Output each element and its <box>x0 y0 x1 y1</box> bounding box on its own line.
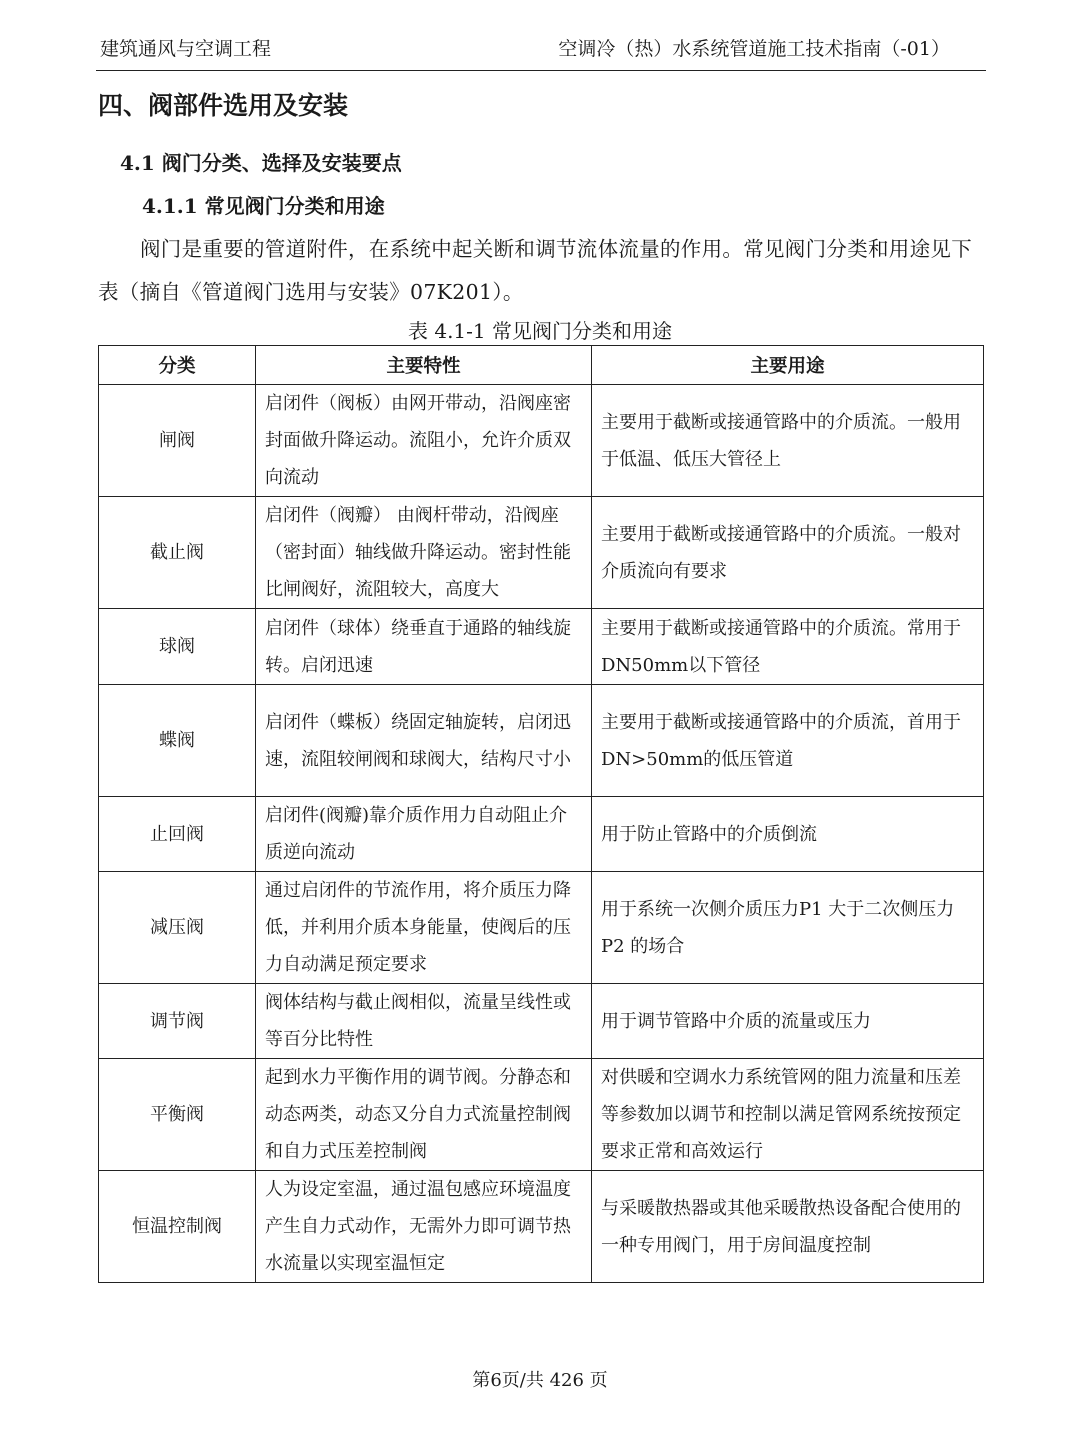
cell-usage: 主要用于截断或接通管路中的介质流。一般对介质流向有要求 <box>592 497 984 609</box>
cell-feature: 启闭件(阀瓣)靠介质作用力自动阻止介质逆向流动 <box>256 797 592 872</box>
subsubsection-title: 4.1.1 常见阀门分类和用途 <box>142 194 385 218</box>
cell-category: 球阀 <box>99 609 256 685</box>
table-row <box>99 1171 984 1283</box>
cell-usage: 用于防止管路中的介质倒流 <box>592 797 984 872</box>
table-row <box>99 497 984 609</box>
cell-usage: 用于系统一次侧介质压力P1 大于二次侧压力P2 的场合 <box>592 872 984 984</box>
cell-feature: 人为设定室温，通过温包感应环境温度产生自力式动作，无需外力即可调节热水流量以实现室温恒定 <box>256 1171 592 1283</box>
table-header-row <box>99 346 984 385</box>
cell-feature: 阀体结构与截止阀相似，流量呈线性或等百分比特性 <box>256 984 592 1059</box>
cell-category: 截止阀 <box>99 497 256 609</box>
cell-usage: 主要用于截断或接通管路中的介质流，首用于DN>50mm的低压管道 <box>592 685 984 797</box>
cell-category: 蝶阀 <box>99 685 256 797</box>
cell-category: 平衡阀 <box>99 1059 256 1171</box>
cell-category: 减压阀 <box>99 872 256 984</box>
cell-feature: 启闭件（阀板）由网开带动，沿阀座密封面做升降运动。流阻小，允许介质双向流动 <box>256 385 592 497</box>
table-row <box>99 385 984 497</box>
header-right-title: 空调冷（热）水系统管道施工技术指南（-01） <box>558 38 950 60</box>
table-row <box>99 984 984 1059</box>
cell-category: 闸阀 <box>99 385 256 497</box>
cell-usage: 对供暖和空调水力系统管网的阻力流量和压差等参数加以调节和控制以满足管网系统按预定要求正常和高效运行 <box>592 1059 984 1171</box>
cell-feature: 起到水力平衡作用的调节阀。分静态和动态两类，动态又分自力式流量控制阀和自力式压差控制阀 <box>256 1059 592 1171</box>
section-title: 四、阀部件选用及安装 <box>98 91 349 120</box>
table-row <box>99 872 984 984</box>
cell-usage: 与采暖散热器或其他采暖散热设备配合使用的一种专用阀门，用于房间温度控制 <box>592 1171 984 1283</box>
cell-usage: 主要用于截断或接通管路中的介质流。常用于DN50mm以下管径 <box>592 609 984 685</box>
cell-category: 恒温控制阀 <box>99 1171 256 1283</box>
intro-paragraph: 阀门是重要的管道附件，在系统中起关断和调节流体流量的作用。常见阀门分类和用途见下表（摘自《管道阀门选用与安装》07K201）。 <box>98 237 972 304</box>
valve-table <box>98 345 984 1283</box>
header-category: 分类 <box>99 346 256 385</box>
cell-feature: 启闭件（球体）绕垂直于通路的轴线旋转。启闭迅速 <box>256 609 592 685</box>
table-row <box>99 1059 984 1171</box>
subsection-title: 4.1 阀门分类、选择及安装要点 <box>120 151 402 175</box>
table-row <box>99 797 984 872</box>
table-row <box>99 685 984 797</box>
table-row <box>99 609 984 685</box>
header-usage: 主要用途 <box>592 346 984 385</box>
cell-usage: 主要用于截断或接通管路中的介质流。一般用于低温、低压大管径上 <box>592 385 984 497</box>
header-left-title: 建筑通风与空调工程 <box>100 38 272 60</box>
cell-category: 止回阀 <box>99 797 256 872</box>
page-footer: 第6页/共 426 页 <box>472 1370 608 1391</box>
cell-feature: 启闭件（阀瓣） 由阀杆带动，沿阀座（密封面）轴线做升降运动。密封性能比闸阀好，流阻较大，高度大 <box>256 497 592 609</box>
header-feature: 主要特性 <box>256 346 592 385</box>
cell-feature: 启闭件（蝶板）绕固定轴旋转，启闭迅速，流阻较闸阀和球阀大，结构尺寸小 <box>256 685 592 797</box>
table-caption: 表 4.1-1 常见阀门分类和用途 <box>407 319 672 343</box>
header-rule <box>96 70 986 71</box>
cell-feature: 通过启闭件的节流作用，将介质压力降低，并利用介质本身能量，使阀后的压力自动满足预定要求 <box>256 872 592 984</box>
cell-category: 调节阀 <box>99 984 256 1059</box>
cell-usage: 用于调节管路中介质的流量或压力 <box>592 984 984 1059</box>
